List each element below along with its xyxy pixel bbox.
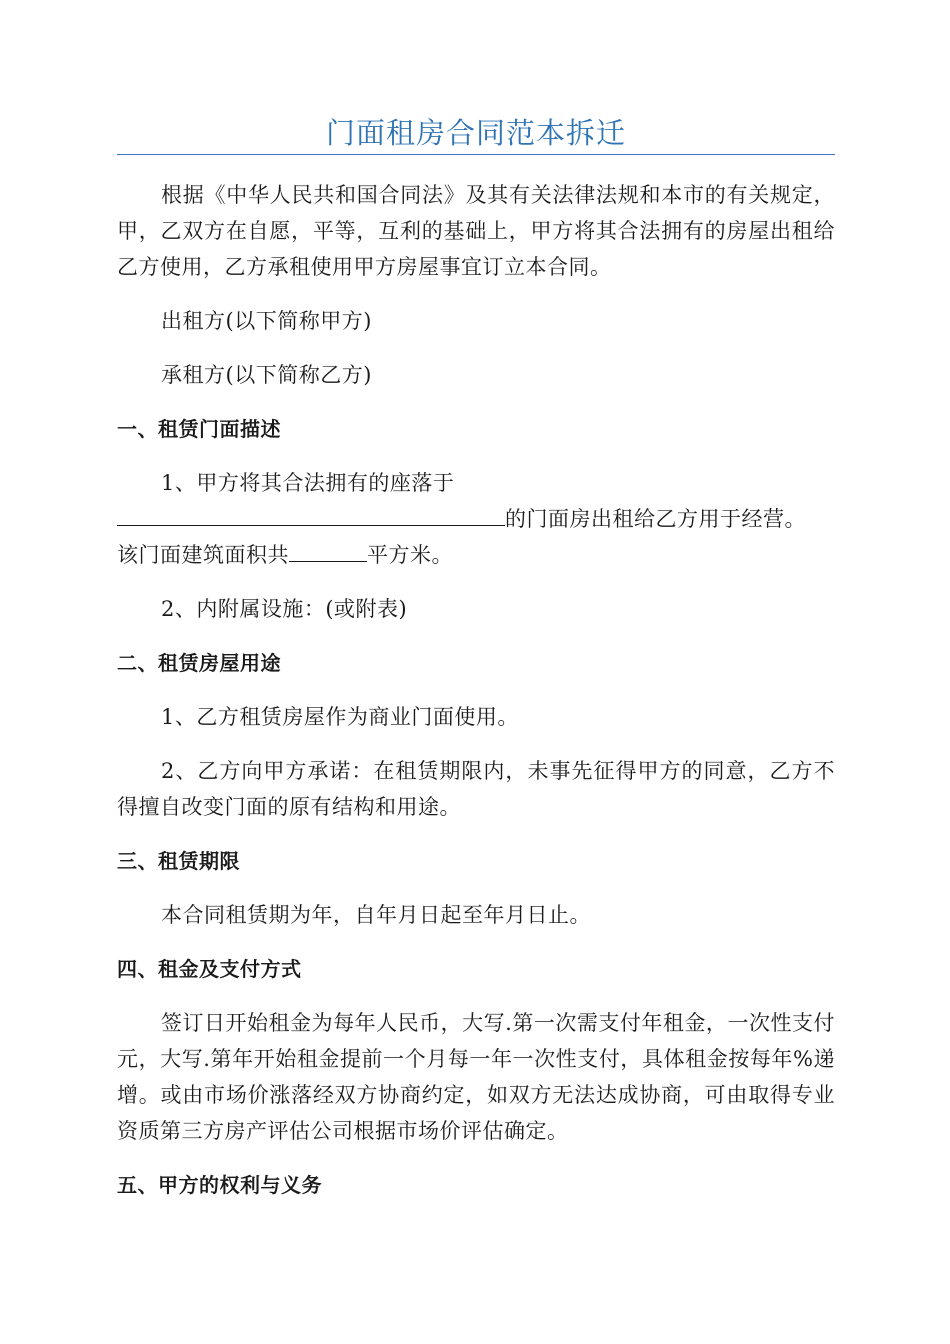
section1-item1-line	[117, 465, 835, 501]
title-underline	[117, 154, 835, 155]
section2-item1: 1、乙方租赁房屋作为商业门面使用。	[161, 705, 519, 729]
section4-text: 签订日开始租金为每年人民币，大写.第一次需支付年租金，一次性支付元，大写.第年开始租金提前一个月每一年一次性支付，具体租金按每年%递增。或由市场价涨落经双方协商约定，如双方无法达成协商，可由取得专业资质第三方房产评估公司根据市场价评估确定。	[117, 1011, 835, 1143]
document-body	[117, 177, 835, 1221]
section-heading-2: 二、租赁房屋用途	[117, 651, 281, 675]
section1-item2: 2、内附属设施：(或附表)	[161, 597, 408, 621]
section1-item1-text-d: 平方米。	[367, 543, 453, 567]
section-heading-5: 五、甲方的权利与义务	[117, 1173, 322, 1197]
section-heading-4: 四、租金及支付方式	[117, 957, 302, 981]
lessee-line: 承租方(以下简称乙方)	[161, 363, 372, 387]
section1-item1-text: 1、甲方将其合法拥有的座落于	[161, 471, 455, 495]
area-blank	[289, 537, 367, 562]
section1-item1-text-b: 的门面房出租给乙方用于经营。	[505, 507, 806, 531]
address-blank	[117, 501, 505, 526]
document-title: 门面租房合同范本拆迁	[325, 116, 626, 150]
section3-text: 本合同租赁期为年，自年月日起至年月日止。	[161, 903, 591, 927]
lessor-line: 出租方(以下简称甲方)	[161, 309, 372, 333]
intro-paragraph: 根据《中华人民共和国合同法》及其有关法律法规和本市的有关规定，甲，乙双方在自愿，平等，互利的基础上，甲方将其合法拥有的房屋出租给乙方使用，乙方承租使用甲方房屋事宜订立本合同。	[117, 183, 835, 279]
section-heading-3: 三、租赁期限	[117, 849, 240, 873]
section2-item2: 2、乙方向甲方承诺：在租赁期限内，未事先征得甲方的同意，乙方不得擅自改变门面的原有结构和用途。	[117, 759, 835, 819]
section1-item1-text-c: 该门面建筑面积共	[117, 543, 289, 567]
section-heading-1: 一、租赁门面描述	[117, 417, 281, 441]
section1-item1-cont	[117, 501, 835, 573]
